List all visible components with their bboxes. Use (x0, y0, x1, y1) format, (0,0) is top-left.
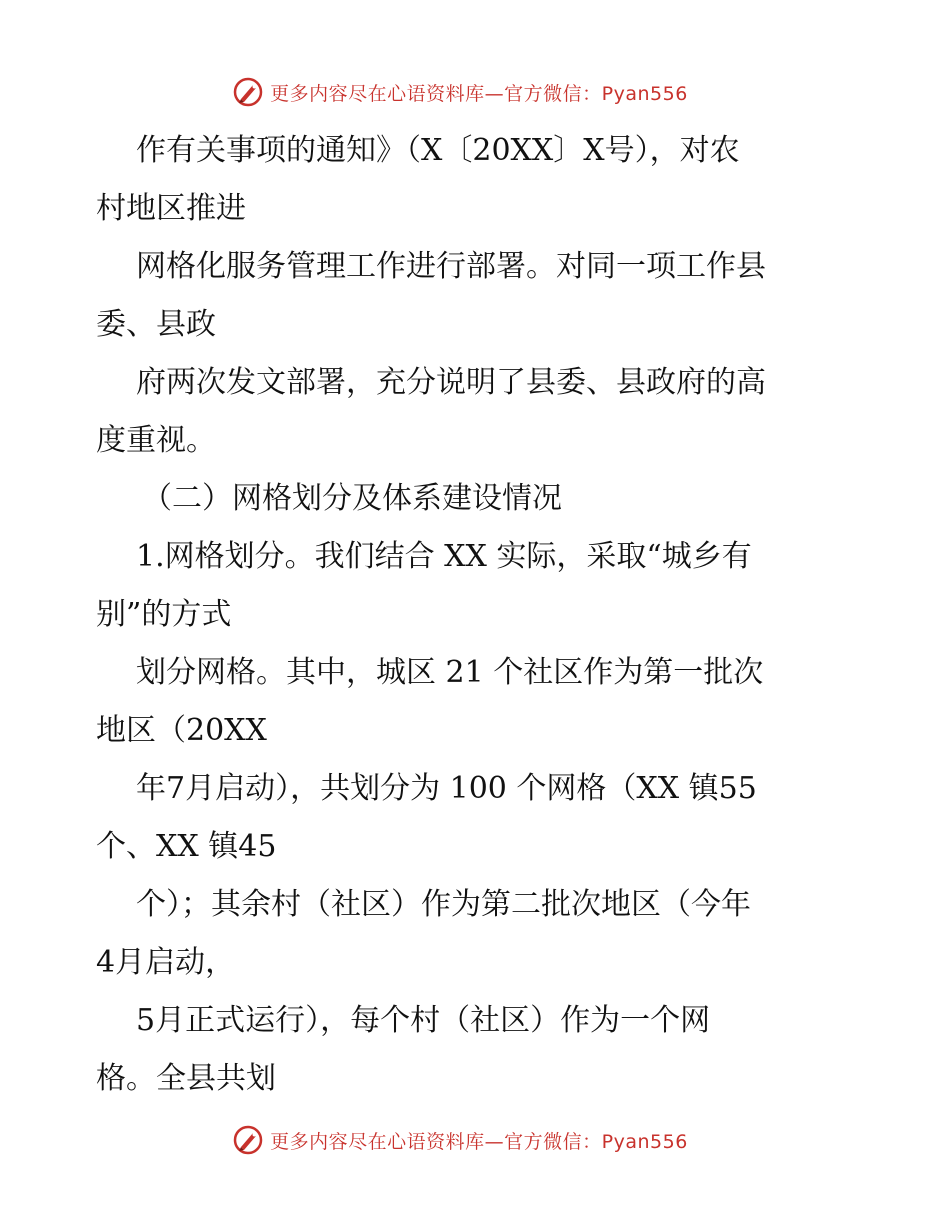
paragraph-line: 度重视。 (96, 423, 216, 458)
paragraph-line: 1.网格划分。我们结合 XX 实际，采取“城乡有 (136, 539, 752, 574)
header-banner-inner (232, 76, 688, 108)
paragraph-line: 府两次发文部署，充分说明了县委、县政府的高 (136, 365, 766, 400)
paragraph-line: 格。全县共划 (96, 1061, 276, 1096)
footer-banner (0, 1120, 950, 1160)
paragraph-line: 地区（20XX (96, 713, 267, 748)
paragraph-line: 5月正式运行），每个村（社区）作为一个网 (136, 1003, 711, 1038)
paragraph-line: 作有关事项的通知》（X〔20XX〕X号），对农 (136, 133, 740, 168)
footer-banner-inner (232, 1124, 688, 1156)
section-heading: （二）网格划分及体系建设情况 (142, 481, 562, 516)
paragraph-line: 划分网格。其中，城区 21 个社区作为第一批次 (136, 655, 764, 690)
paragraph-line: 别”的方式 (96, 597, 232, 632)
header-banner (0, 72, 950, 112)
header-banner-text: 更多内容尽在心语资料库—官方微信：Pyan556 (270, 82, 688, 105)
paragraph-line: 4月启动， (96, 945, 236, 980)
paragraph-line: 委、县政 (96, 307, 216, 342)
footer-banner-text: 更多内容尽在心语资料库—官方微信：Pyan556 (270, 1130, 688, 1153)
paragraph-line: 年7月启动），共划分为 100 个网格（XX 镇55 (136, 771, 757, 806)
pen-logo-icon (232, 76, 264, 108)
document-body (96, 122, 886, 1108)
paragraph-line: 个）；其余村（社区）作为第二批次地区（今年 (136, 887, 751, 922)
paragraph-line: 村地区推进 (96, 191, 246, 226)
paragraph-line: 网格化服务管理工作进行部署。对同一项工作县 (136, 249, 766, 284)
paragraph-line: 个、XX 镇45 (96, 829, 277, 864)
pen-logo-icon (232, 1124, 264, 1156)
